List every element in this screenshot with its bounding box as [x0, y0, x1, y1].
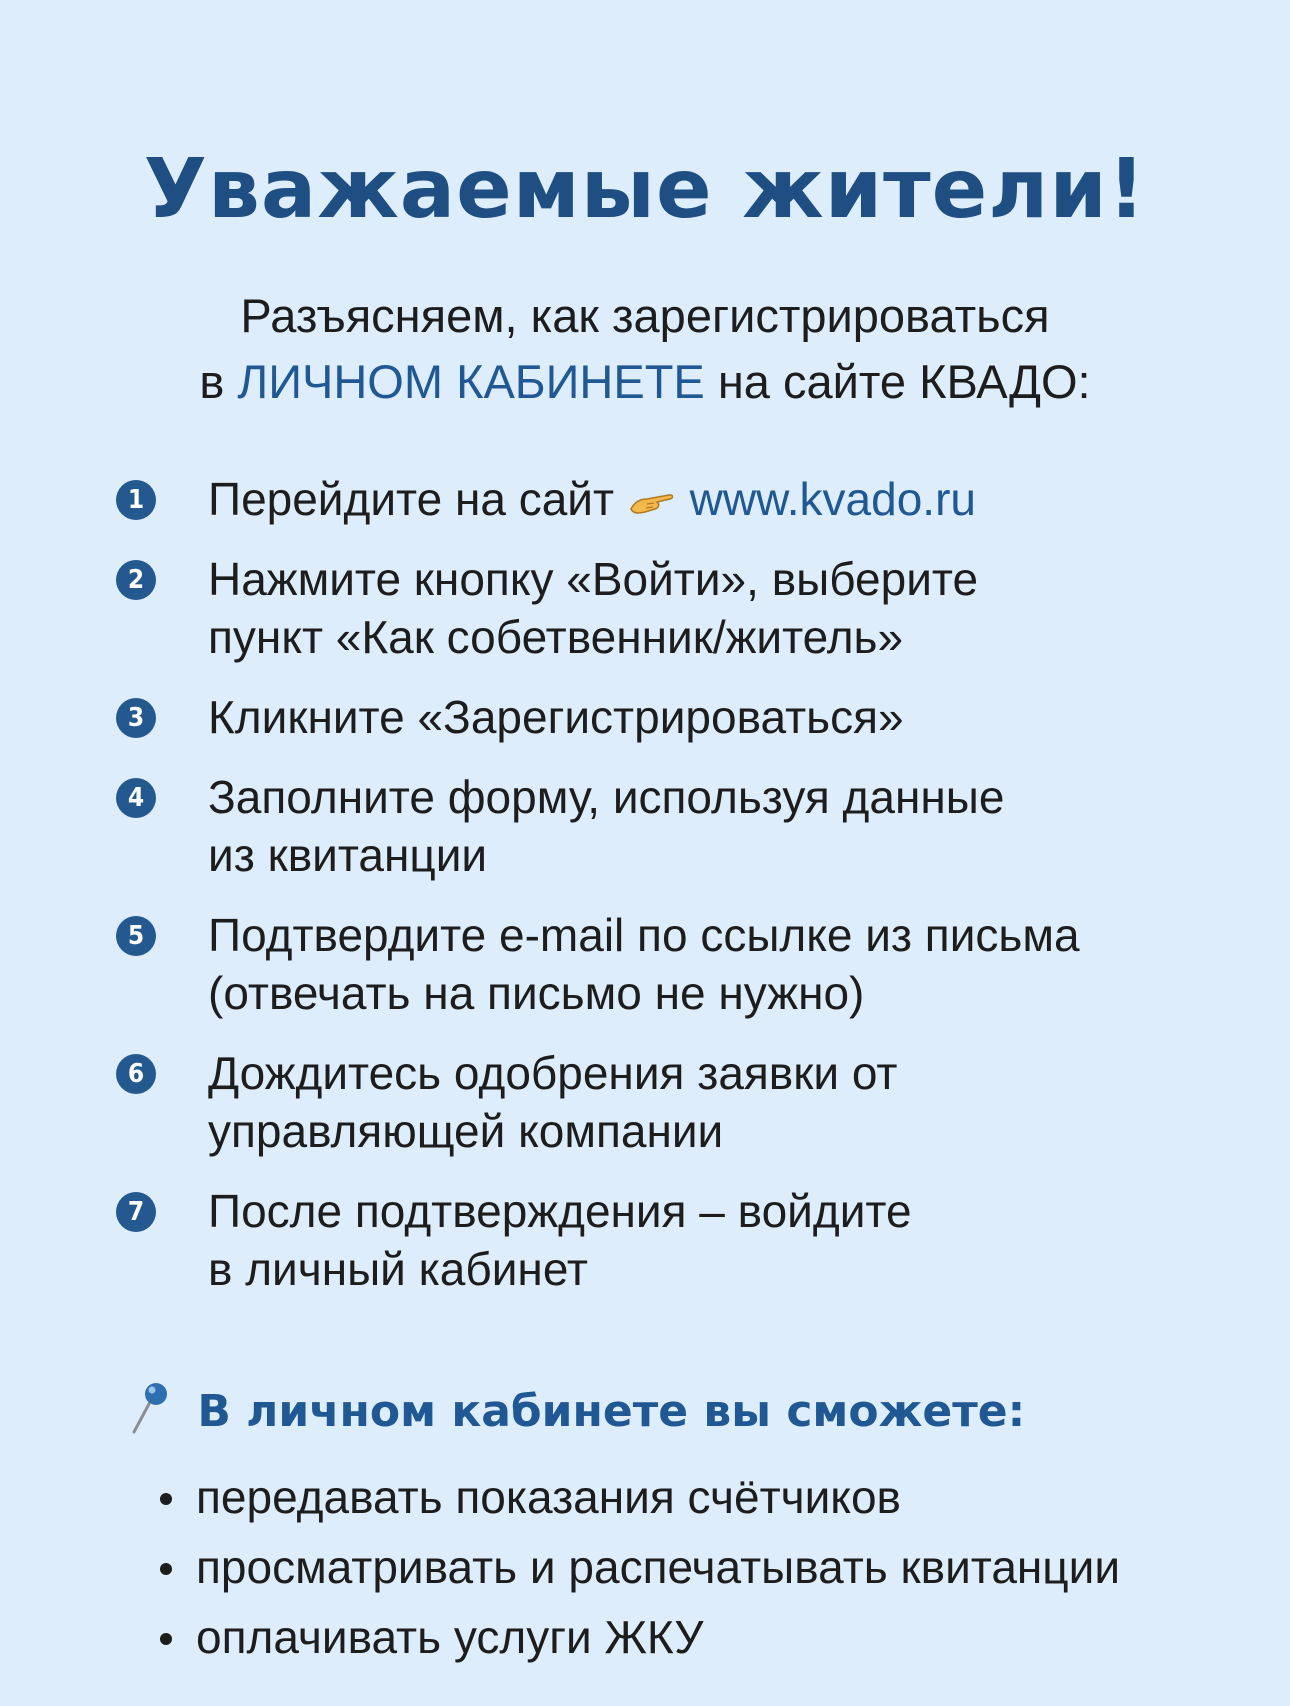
step-text-line-1: После подтверждения – войдите: [208, 1185, 912, 1237]
steps-list: [116, 470, 1236, 1298]
intro-prefix: в: [199, 355, 225, 408]
step-number-badge: 6: [116, 1054, 156, 1094]
step-text-line-2: из квитанции: [208, 829, 488, 881]
step-text-line-2: управляющей компании: [208, 1105, 724, 1157]
step-text-line-2: (отвечать на письмо не нужно): [208, 967, 865, 1019]
features-heading-text: В личном кабинете вы сможете:: [197, 1386, 1026, 1437]
step-number-badge: 4: [116, 778, 156, 818]
step-7: [116, 1182, 1236, 1298]
list-item: [156, 1602, 1120, 1672]
step-4: [116, 768, 1236, 884]
features-heading: [126, 1380, 1025, 1444]
bullet-icon: [160, 1633, 172, 1645]
step-6: [116, 1044, 1236, 1160]
step-1: [116, 470, 1236, 528]
step-text-line-2: в личный кабинет: [208, 1243, 588, 1295]
page-title: Уважаемые жители!: [143, 142, 1147, 237]
step-number-badge: 7: [116, 1192, 156, 1232]
step-text-line-2: пункт «Как собетвенник/житель»: [208, 611, 904, 663]
step-text-line-1: Нажмите кнопку «Войти», выберите: [208, 553, 979, 605]
step-text-line-1: Кликните «Зарегистрироваться»: [208, 691, 904, 743]
step-number-badge: 2: [116, 560, 156, 600]
step-text: Перейдите на сайт: [208, 473, 615, 525]
step-number-badge: 3: [116, 698, 156, 738]
personal-account-highlight: ЛИЧНОМ КАБИНЕТЕ: [237, 355, 705, 408]
step-number-badge: 5: [116, 916, 156, 956]
intro-line-1: Разъясняем, как зарегистрироваться: [240, 289, 1050, 342]
step-number-badge: 1: [116, 480, 156, 520]
list-item: [156, 1462, 1120, 1532]
step-2: [116, 550, 1236, 666]
pointing-hand-icon: [627, 474, 677, 514]
step-3: [116, 688, 1236, 746]
kvado-website-link[interactable]: www.kvado.ru: [689, 473, 976, 525]
features-list: [156, 1462, 1120, 1672]
intro-text: [0, 283, 1290, 415]
step-text-line-1: Заполните форму, используя данные: [208, 771, 1005, 823]
feature-text: передавать показания счётчиков: [196, 1471, 901, 1523]
step-text-line-1: Дождитесь одобрения заявки от: [208, 1047, 898, 1099]
bullet-icon: [160, 1563, 172, 1575]
step-5: [116, 906, 1236, 1022]
step-text-line-1: Подтвердите e-mail по ссылке из письма: [208, 909, 1080, 961]
intro-line-2: [0, 349, 1290, 415]
list-item: [156, 1532, 1120, 1602]
feature-text: оплачивать услуги ЖКУ: [196, 1611, 704, 1663]
intro-suffix: на сайте КВАДО:: [717, 355, 1091, 408]
feature-text: просматривать и распечатывать квитанции: [196, 1541, 1121, 1593]
bullet-icon: [160, 1493, 172, 1505]
pin-icon: [126, 1380, 172, 1436]
